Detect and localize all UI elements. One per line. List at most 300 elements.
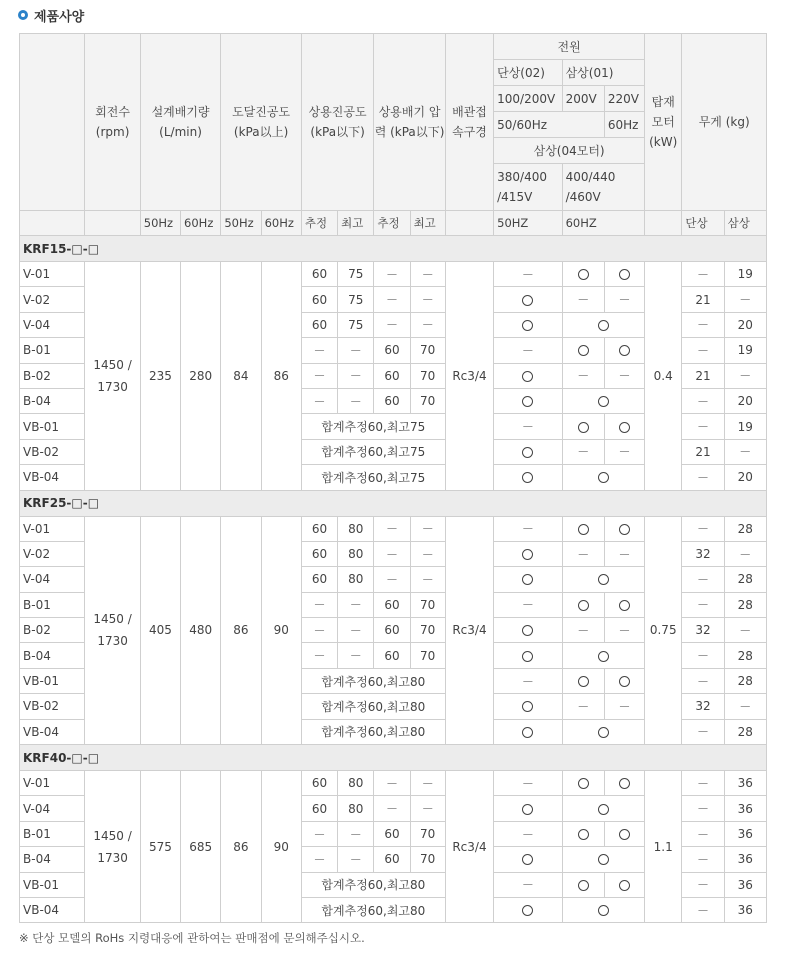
weight-single-cell: 32 — [682, 541, 724, 566]
circle-mark-icon — [578, 524, 589, 535]
circle-mark-icon — [619, 778, 630, 789]
rpm-cell: 1450 / 1730 — [85, 262, 140, 491]
table-row — [20, 262, 767, 287]
weight-single-cell: － — [682, 897, 724, 922]
circle-mark-icon — [578, 676, 589, 687]
power-single-cell — [494, 363, 562, 388]
circle-mark-icon — [619, 600, 630, 611]
group-header-row — [20, 490, 767, 516]
weight-single-cell: － — [682, 719, 724, 744]
power-three-04-cell — [562, 847, 645, 872]
circle-mark-icon — [598, 905, 609, 916]
weight-single-cell: － — [682, 312, 724, 337]
pressure-max-cell: － — [410, 771, 445, 796]
power-200v-cell — [562, 821, 604, 846]
rpm-cell: 1450 / 1730 — [85, 516, 140, 745]
power-single-cell: － — [494, 516, 562, 541]
ultimate-60-cell: 90 — [261, 516, 301, 745]
vacuum-est-cell: － — [301, 618, 337, 643]
power-single-cell — [494, 465, 562, 490]
power-220v-cell — [604, 338, 644, 363]
circle-mark-icon — [522, 574, 533, 585]
circle-mark-icon — [522, 905, 533, 916]
weight-three-cell: 20 — [724, 465, 766, 490]
weight-single-cell: － — [682, 338, 724, 363]
sub-header: 삼상 — [724, 211, 766, 236]
pressure-est-cell: － — [374, 567, 410, 592]
circle-mark-icon — [619, 880, 630, 891]
vacuum-max-cell: － — [338, 643, 374, 668]
displacement-50-cell: 575 — [140, 771, 180, 923]
vacuum-max-cell: 80 — [338, 541, 374, 566]
power-200v-cell — [562, 414, 604, 439]
section-title — [18, 4, 84, 26]
pressure-est-cell: 60 — [374, 338, 410, 363]
model-cell: V-02 — [20, 541, 85, 566]
power-220v-cell — [604, 262, 644, 287]
vacuum-est-cell: － — [301, 643, 337, 668]
model-cell: V-01 — [20, 516, 85, 541]
sub-header: 60HZ — [562, 211, 645, 236]
model-cell: VB-01 — [20, 668, 85, 693]
weight-single-cell: 21 — [682, 363, 724, 388]
spec-table-body — [20, 236, 767, 923]
power-single-cell — [494, 439, 562, 464]
port-header: 배관접 속구경 — [445, 34, 493, 211]
pressure-max-cell: 70 — [410, 643, 445, 668]
model-cell: B-04 — [20, 643, 85, 668]
weight-three-cell: － — [724, 363, 766, 388]
weight-single-cell: － — [682, 516, 724, 541]
circle-mark-icon — [619, 829, 630, 840]
power-200v-cell: － — [562, 541, 604, 566]
model-cell: B-01 — [20, 338, 85, 363]
model-header — [20, 34, 85, 211]
circle-mark-icon — [619, 269, 630, 280]
pressure-est-cell: － — [374, 796, 410, 821]
sub-header: 단상 — [682, 211, 724, 236]
sub-header: 60Hz — [261, 211, 301, 236]
sub-header: 50Hz — [221, 211, 261, 236]
weight-three-cell: 28 — [724, 516, 766, 541]
circle-mark-icon — [522, 371, 533, 382]
circle-mark-icon — [522, 701, 533, 712]
circle-mark-icon — [522, 854, 533, 865]
vacuum-est-cell: － — [301, 592, 337, 617]
power-220v-cell — [604, 414, 644, 439]
power-200v-cell — [562, 872, 604, 897]
power-220v-cell — [604, 771, 644, 796]
vacuum-max-cell: － — [338, 847, 374, 872]
model-cell: V-04 — [20, 567, 85, 592]
circle-mark-icon — [598, 472, 609, 483]
model-cell: VB-04 — [20, 465, 85, 490]
pressure-est-cell: － — [374, 287, 410, 312]
vacuum-max-cell: 80 — [338, 516, 374, 541]
power-single-cell — [494, 312, 562, 337]
weight-three-cell: － — [724, 694, 766, 719]
weight-single-cell: － — [682, 821, 724, 846]
circle-mark-icon — [578, 880, 589, 891]
pressure-max-cell: 70 — [410, 592, 445, 617]
circle-mark-icon — [578, 345, 589, 356]
vacuum-max-cell: 75 — [338, 262, 374, 287]
circle-mark-icon — [522, 320, 533, 331]
model-cell: B-02 — [20, 618, 85, 643]
combined-pressure-cell: 합계추정60,최고80 — [301, 719, 445, 744]
power-200v-cell — [562, 262, 604, 287]
circle-mark-icon — [522, 447, 533, 458]
weight-single-cell: － — [682, 668, 724, 693]
sub-header-empty — [445, 211, 493, 236]
pressure-est-cell: － — [374, 312, 410, 337]
power-single-cell — [494, 388, 562, 413]
pressure-max-cell: 70 — [410, 847, 445, 872]
vacuum-est-cell: 60 — [301, 771, 337, 796]
weight-three-cell: 36 — [724, 821, 766, 846]
vacuum-est-cell: 60 — [301, 567, 337, 592]
combined-pressure-cell: 합계추정60,최고75 — [301, 465, 445, 490]
weight-three-cell: 28 — [724, 567, 766, 592]
pressure-max-cell: 70 — [410, 338, 445, 363]
power-single-cell — [494, 897, 562, 922]
circle-mark-icon — [522, 804, 533, 815]
weight-three-cell: 19 — [724, 414, 766, 439]
weight-single-cell: － — [682, 414, 724, 439]
pressure-est-cell: 60 — [374, 388, 410, 413]
power-200v-cell: － — [562, 618, 604, 643]
vacuum-max-cell: － — [338, 821, 374, 846]
port-cell: Rc3/4 — [445, 262, 493, 491]
weight-header: 무게 (kg) — [682, 34, 767, 211]
pressure-max-cell: 70 — [410, 388, 445, 413]
weight-single-cell: － — [682, 796, 724, 821]
weight-three-cell: － — [724, 618, 766, 643]
circle-mark-icon — [619, 422, 630, 433]
model-cell: V-02 — [20, 287, 85, 312]
pressure-header: 상용배기 압력 (kPa以下) — [374, 34, 445, 211]
combined-pressure-cell: 합계추정60,최고80 — [301, 694, 445, 719]
displacement-header: 설계배기량 (L/min) — [140, 34, 221, 211]
power-220v-cell — [604, 592, 644, 617]
circle-mark-icon — [522, 396, 533, 407]
pressure-est-cell: 60 — [374, 643, 410, 668]
weight-three-cell: － — [724, 541, 766, 566]
power-three-04-cell — [562, 312, 645, 337]
vacuum-max-cell: － — [338, 338, 374, 363]
vacuum-est-cell: 60 — [301, 262, 337, 287]
pressure-est-cell: 60 — [374, 618, 410, 643]
pressure-max-cell: － — [410, 287, 445, 312]
power-220v-cell: － — [604, 363, 644, 388]
model-cell: B-01 — [20, 592, 85, 617]
hz-60-header: 60Hz — [604, 112, 644, 138]
voltage-100-header: 100/200V — [494, 86, 562, 112]
hz-5060-header: 50/60Hz — [494, 112, 605, 138]
ultimate-60-cell: 86 — [261, 262, 301, 491]
circle-mark-icon — [619, 524, 630, 535]
weight-single-cell: 32 — [682, 694, 724, 719]
pressure-max-cell: － — [410, 541, 445, 566]
vacuum-est-cell: － — [301, 338, 337, 363]
combined-pressure-cell: 합계추정60,최고80 — [301, 668, 445, 693]
model-cell: B-04 — [20, 388, 85, 413]
model-cell: V-01 — [20, 262, 85, 287]
power-single-cell: － — [494, 771, 562, 796]
pressure-est-cell: － — [374, 262, 410, 287]
power-220v-cell: － — [604, 541, 644, 566]
vacuum-max-cell: － — [338, 388, 374, 413]
combined-pressure-cell: 합계추정60,최고80 — [301, 872, 445, 897]
group-name: KRF15-□-□ — [20, 236, 767, 262]
port-cell: Rc3/4 — [445, 516, 493, 745]
motor-cell: 1.1 — [645, 771, 682, 923]
sub-header: 50HZ — [494, 211, 562, 236]
rpm-cell: 1450 / 1730 — [85, 771, 140, 923]
weight-single-cell: － — [682, 465, 724, 490]
vacuum-max-cell: 80 — [338, 796, 374, 821]
circle-mark-icon — [598, 804, 609, 815]
power-three-04-cell — [562, 388, 645, 413]
power-single-cell: － — [494, 872, 562, 897]
displacement-60-cell: 280 — [181, 262, 221, 491]
circle-mark-icon — [619, 676, 630, 687]
group-name: KRF25-□-□ — [20, 490, 767, 516]
circle-mark-icon — [598, 574, 609, 585]
spec-table — [19, 33, 767, 923]
circle-mark-icon — [619, 345, 630, 356]
circle-mark-icon — [578, 422, 589, 433]
circle-mark-icon — [522, 625, 533, 636]
weight-three-cell: 36 — [724, 847, 766, 872]
vacuum-est-cell: 60 — [301, 312, 337, 337]
weight-single-cell: － — [682, 388, 724, 413]
weight-single-cell: － — [682, 771, 724, 796]
pressure-est-cell: 60 — [374, 847, 410, 872]
circle-mark-icon — [598, 854, 609, 865]
weight-single-cell: － — [682, 592, 724, 617]
weight-three-cell: 28 — [724, 592, 766, 617]
model-cell: VB-04 — [20, 719, 85, 744]
combined-pressure-cell: 합계추정60,최고75 — [301, 414, 445, 439]
pressure-max-cell: － — [410, 796, 445, 821]
group-header-row — [20, 236, 767, 262]
weight-single-cell: － — [682, 262, 724, 287]
power-three-04-cell — [562, 465, 645, 490]
pressure-max-cell: － — [410, 516, 445, 541]
ultimate-60-cell: 90 — [261, 771, 301, 923]
weight-three-cell: 19 — [724, 338, 766, 363]
model-cell: V-04 — [20, 796, 85, 821]
circle-mark-icon — [598, 396, 609, 407]
pressure-max-cell: 70 — [410, 821, 445, 846]
vacuum-est-cell: 60 — [301, 287, 337, 312]
circle-mark-icon — [522, 472, 533, 483]
circle-mark-icon — [598, 727, 609, 738]
weight-single-cell: 32 — [682, 618, 724, 643]
weight-three-cell: － — [724, 439, 766, 464]
power-single-cell: － — [494, 414, 562, 439]
ultimate-50-cell: 86 — [221, 771, 261, 923]
power-three-04-cell — [562, 643, 645, 668]
three-phase-04-header: 삼상(04모터) — [494, 138, 645, 164]
vacuum-max-cell: － — [338, 592, 374, 617]
sub-header-empty — [645, 211, 682, 236]
voltage-400-header: 400/440 /460V — [562, 164, 645, 211]
power-single-cell — [494, 287, 562, 312]
vacuum-est-cell: － — [301, 847, 337, 872]
sub-header-empty — [20, 211, 85, 236]
power-200v-cell — [562, 592, 604, 617]
power-three-04-cell — [562, 796, 645, 821]
power-220v-cell — [604, 821, 644, 846]
displacement-60-cell: 480 — [181, 516, 221, 745]
circle-mark-icon — [578, 778, 589, 789]
displacement-50-cell: 235 — [140, 262, 180, 491]
vacuum-max-cell: 75 — [338, 312, 374, 337]
sub-header: 최고 — [338, 211, 374, 236]
three-phase-01-header: 삼상(01) — [562, 60, 645, 86]
power-200v-cell — [562, 771, 604, 796]
voltage-220-header: 220V — [604, 86, 644, 112]
power-200v-cell — [562, 338, 604, 363]
power-single-cell: － — [494, 821, 562, 846]
power-single-cell — [494, 694, 562, 719]
power-single-cell — [494, 618, 562, 643]
model-cell: B-02 — [20, 363, 85, 388]
power-single-cell: － — [494, 592, 562, 617]
weight-three-cell: 36 — [724, 771, 766, 796]
vacuum-est-cell: 60 — [301, 796, 337, 821]
pressure-est-cell: 60 — [374, 821, 410, 846]
power-220v-cell — [604, 668, 644, 693]
weight-three-cell: 28 — [724, 643, 766, 668]
pressure-max-cell: － — [410, 567, 445, 592]
single-phase-02-header: 단상(02) — [494, 60, 562, 86]
circle-mark-icon — [522, 727, 533, 738]
power-200v-cell: － — [562, 287, 604, 312]
sub-header: 60Hz — [181, 211, 221, 236]
combined-pressure-cell: 합계추정60,최고80 — [301, 897, 445, 922]
sub-header: 최고 — [410, 211, 445, 236]
pressure-est-cell: 60 — [374, 363, 410, 388]
sub-header: 추정 — [374, 211, 410, 236]
weight-three-cell: 36 — [724, 872, 766, 897]
displacement-60-cell: 685 — [181, 771, 221, 923]
power-200v-cell — [562, 668, 604, 693]
pressure-max-cell: － — [410, 262, 445, 287]
vacuum-est-cell: 60 — [301, 516, 337, 541]
vacuum-max-cell: 80 — [338, 771, 374, 796]
power-220v-cell: － — [604, 287, 644, 312]
weight-three-cell: 28 — [724, 668, 766, 693]
model-cell: V-01 — [20, 771, 85, 796]
model-cell: VB-02 — [20, 694, 85, 719]
power-single-cell: － — [494, 338, 562, 363]
circle-mark-icon — [578, 269, 589, 280]
vacuum-est-cell: － — [301, 388, 337, 413]
power-single-cell — [494, 643, 562, 668]
weight-three-cell: 20 — [724, 388, 766, 413]
power-header: 전원 — [494, 34, 645, 60]
port-cell: Rc3/4 — [445, 771, 493, 923]
pressure-est-cell: － — [374, 771, 410, 796]
power-220v-cell: － — [604, 618, 644, 643]
circle-mark-icon — [522, 651, 533, 662]
motor-cell: 0.75 — [645, 516, 682, 745]
power-200v-cell: － — [562, 694, 604, 719]
sub-header: 추정 — [301, 211, 337, 236]
weight-three-cell: 19 — [724, 262, 766, 287]
power-single-cell — [494, 567, 562, 592]
power-200v-cell: － — [562, 439, 604, 464]
model-cell: B-01 — [20, 821, 85, 846]
circle-bullet-icon — [18, 10, 28, 20]
weight-single-cell: － — [682, 567, 724, 592]
circle-mark-icon — [522, 549, 533, 560]
power-220v-cell: － — [604, 439, 644, 464]
power-three-04-cell — [562, 567, 645, 592]
power-220v-cell — [604, 872, 644, 897]
ultimate-50-cell: 84 — [221, 262, 261, 491]
vacuum-max-cell: － — [338, 618, 374, 643]
circle-mark-icon — [598, 320, 609, 331]
circle-mark-icon — [578, 600, 589, 611]
weight-three-cell: 28 — [724, 719, 766, 744]
model-cell: VB-04 — [20, 897, 85, 922]
motor-header: 탑재 모터 (kW) — [645, 34, 682, 211]
power-single-cell — [494, 719, 562, 744]
sub-header: 50Hz — [140, 211, 180, 236]
group-name: KRF40-□-□ — [20, 745, 767, 771]
table-row — [20, 771, 767, 796]
rpm-header: 회전수 (rpm) — [85, 34, 140, 211]
model-cell: B-04 — [20, 847, 85, 872]
weight-three-cell: 36 — [724, 796, 766, 821]
voltage-200-header: 200V — [562, 86, 604, 112]
pressure-max-cell: 70 — [410, 618, 445, 643]
combined-pressure-cell: 합계추정60,최고75 — [301, 439, 445, 464]
displacement-50-cell: 405 — [140, 516, 180, 745]
pressure-max-cell: 70 — [410, 363, 445, 388]
vacuum-max-cell: 80 — [338, 567, 374, 592]
vacuum-max-cell: － — [338, 363, 374, 388]
power-220v-cell — [604, 516, 644, 541]
weight-single-cell: 21 — [682, 439, 724, 464]
power-220v-cell: － — [604, 694, 644, 719]
power-single-cell: － — [494, 668, 562, 693]
pressure-est-cell: 60 — [374, 592, 410, 617]
vacuum-est-cell: － — [301, 363, 337, 388]
circle-mark-icon — [578, 829, 589, 840]
model-cell: VB-02 — [20, 439, 85, 464]
weight-three-cell: 36 — [724, 897, 766, 922]
vacuum-est-cell: 60 — [301, 541, 337, 566]
model-cell: VB-01 — [20, 872, 85, 897]
vacuum-est-cell: － — [301, 821, 337, 846]
power-three-04-cell — [562, 897, 645, 922]
pressure-est-cell: － — [374, 516, 410, 541]
pressure-est-cell: － — [374, 541, 410, 566]
power-single-cell — [494, 796, 562, 821]
ultimate-vacuum-header: 도달진공도 (kPa以上) — [221, 34, 302, 211]
weight-single-cell: － — [682, 643, 724, 668]
pressure-max-cell: － — [410, 312, 445, 337]
power-200v-cell: － — [562, 363, 604, 388]
circle-mark-icon — [522, 295, 533, 306]
weight-single-cell: － — [682, 847, 724, 872]
weight-three-cell: 20 — [724, 312, 766, 337]
